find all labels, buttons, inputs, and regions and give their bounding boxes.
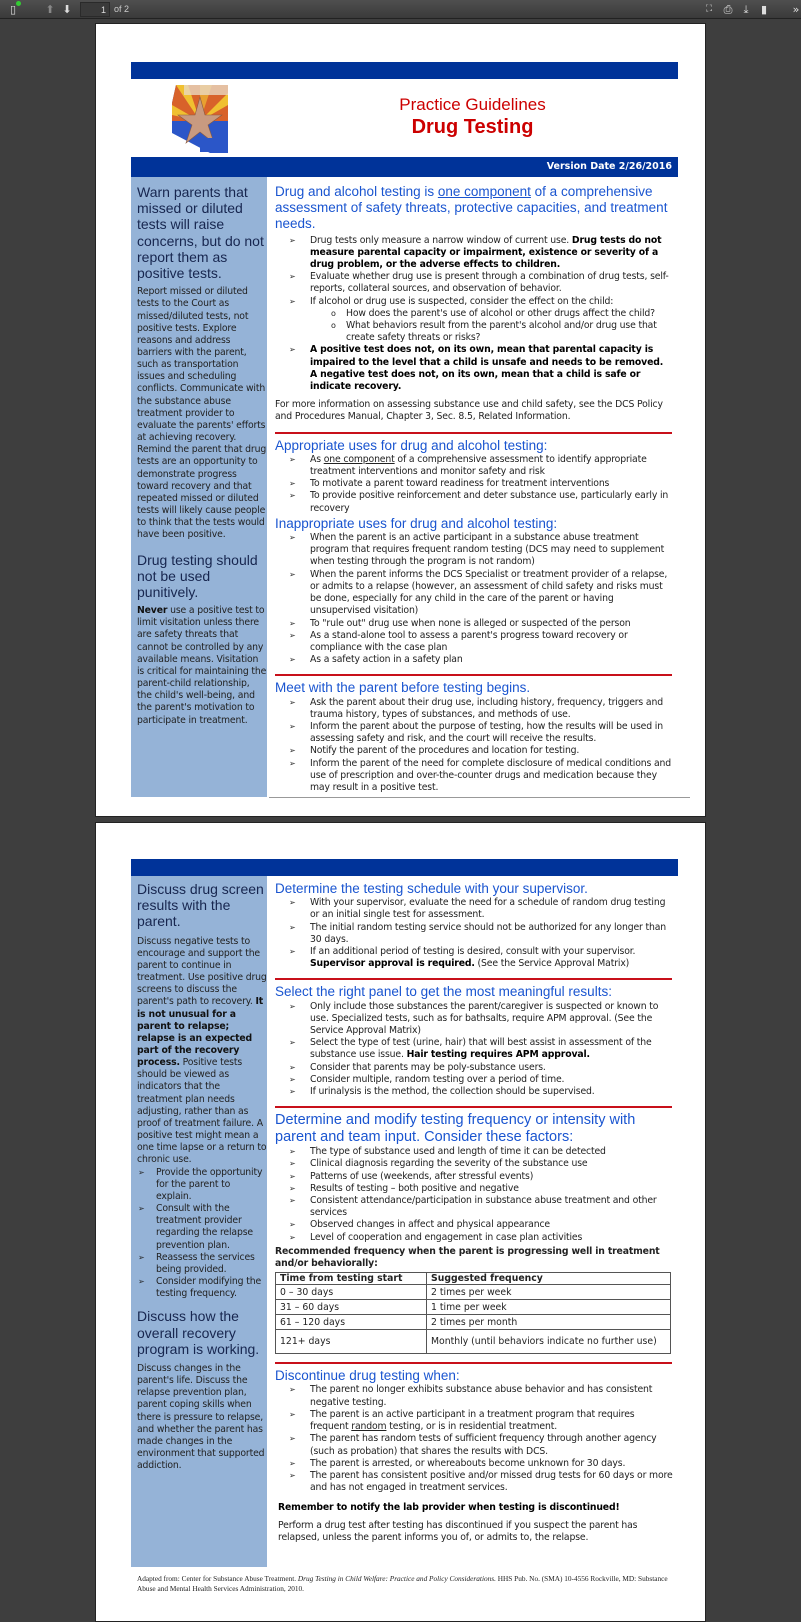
list-item: ➢ The parent has consistent positive and/or missed drug tests for 60 days or more and has not engaged in treatment services. bbox=[310, 1470, 673, 1494]
list-item: ➢ Clinical diagnosis regarding the severity of the substance use bbox=[310, 1158, 673, 1170]
list-item: ➢ The parent is arrested, or whereabouts become unknown for 30 days. bbox=[310, 1458, 673, 1470]
table-cell: 0 – 30 days bbox=[276, 1285, 427, 1300]
top-blue-band bbox=[131, 859, 678, 876]
sidebar-text: Report missed or diluted tests to the Court as missed/diluted tests, not positive tests. Explore reasons and address barriers with the parent, such as transportation issues and scheduling conflicts. Communicate with the substance abuse treatment provider to evaluate the parents' efforts at achieving recovery. Remind the parent that drug tests are an opportunity to demonstrate progress toward recovery and that repeated missed or diluted tests will likely cause people to think that the tests would have been positive. bbox=[137, 286, 267, 541]
list-item: ➢ As a safety action in a safety plan bbox=[310, 654, 673, 666]
list-item: ➢ When the parent informs the DCS Specialist or treatment provider of a relapse, or admits to a relapse (however, an assessment of child safety and risks must be done, especially for any child in the care of the parent or having unsupervised visitation) bbox=[310, 569, 673, 618]
sidebar-heading: Warn parents that missed or diluted tests will raise concerns, but do not report them as positive tests. bbox=[137, 184, 264, 282]
list-item: ➢ The parent no longer exhibits substance abuse behavior and has consistent negative testing. bbox=[310, 1384, 673, 1408]
list-item: ➢ Drug tests only measure a narrow window of current use. Drug tests do not measure parental capacity or impairment, existence or severity of a drug problem, or the adverse effects to children. bbox=[310, 235, 673, 272]
more-tools-icon[interactable]: » bbox=[792, 3, 800, 16]
table-cell: 61 – 120 days bbox=[276, 1315, 427, 1330]
main-bottom-line bbox=[269, 797, 690, 798]
sidebar-list-item: ➢ Provide the opportunity for the parent to explain. bbox=[156, 1167, 267, 1203]
sidebar-text-body: use a positive test to limit visitation unless there are safety threats that cannot be controlled by any available means. Visitation is critical for maintaining the parent-child relationship, the child's well-being, and the parent's motivation to participate in treatment. bbox=[137, 605, 267, 726]
print-icon[interactable]: ⎙ bbox=[723, 3, 733, 16]
section-heading: Inappropriate uses for drug and alcohol testing: bbox=[275, 515, 558, 531]
table-header: Time from testing start bbox=[276, 1273, 427, 1285]
more-info-text: For more information on assessing substance use and child safety, see the DCS Policy and Procedures Manual, Chapter 3, Sec. 8.5, Related Information. bbox=[275, 399, 663, 423]
list-item: ➢ If an additional period of testing is desired, consult with your supervisor. Supervisor approval is required. (See the Service Approval Matrix) bbox=[310, 946, 673, 970]
main-column-2 bbox=[275, 881, 673, 1544]
table-row bbox=[276, 1330, 671, 1354]
list-item: ➢ Evaluate whether drug use is present through a combination of drug tests, self-reports, collateral sources, and observation of behavior. bbox=[310, 271, 673, 295]
list-item: ➢ Level of cooperation and engagement in case plan activities bbox=[310, 1232, 673, 1244]
sidebar-heading: Discuss how the overall recovery program is working. bbox=[137, 1308, 260, 1357]
main-column-1 bbox=[275, 184, 673, 794]
sidebar-text bbox=[137, 605, 267, 727]
list-item: ➢ Consistent attendance/participation in substance abuse treatment and other services bbox=[310, 1195, 673, 1219]
page-count: of 2 bbox=[114, 4, 130, 14]
next-page-icon[interactable]: ⬇ bbox=[62, 3, 72, 16]
table-cell: 31 – 60 days bbox=[276, 1300, 427, 1315]
red-divider bbox=[275, 432, 672, 434]
version-date: Version Date 2/26/2016 bbox=[546, 161, 672, 172]
sidebar-text: Discuss negative tests to encourage and support the parent to continue in treatment. Use positive drug screens to discuss the parent's path to recovery. It is not unusual for a parent to relapse; relapse is an expected part of the recovery process. Positive tests should be viewed as indicators that the treatment plan needs adjusting, rather than as proof of treatment failure. A positive test might mean a one time lapse or a return to chronic use. bbox=[137, 935, 267, 1166]
download-icon[interactable]: ⤓ bbox=[743, 3, 749, 16]
previous-page-icon[interactable]: ⬆ bbox=[45, 3, 55, 16]
list-item: ➢ If urinalysis is the method, the collection should be supervised. bbox=[310, 1086, 673, 1098]
section-heading: Appropriate uses for drug and alcohol testing: bbox=[275, 437, 548, 453]
list-item: ➢ Results of testing – both positive and negative bbox=[310, 1183, 673, 1195]
list-item: ➢ The parent is an active participant in a treatment program that requires frequent random testing, or is in residential treatment. bbox=[310, 1409, 673, 1433]
top-blue-band bbox=[131, 62, 678, 79]
sidebar-list-item: ➢ Consult with the treatment provider regarding the relapse prevention plan. bbox=[156, 1203, 267, 1252]
dcs-arizona-logo bbox=[170, 83, 230, 154]
list-item: ➢ The type of substance used and length of time it can be detected bbox=[310, 1146, 673, 1158]
table-row bbox=[276, 1300, 671, 1315]
section-heading: Meet with the parent before testing begins. bbox=[275, 680, 531, 696]
table-cell: 1 time per week bbox=[427, 1300, 671, 1315]
one-component-link[interactable]: one component bbox=[437, 184, 531, 199]
section-heading: Determine the testing schedule with your supervisor. bbox=[275, 881, 588, 896]
sidebar-column-1 bbox=[137, 184, 267, 727]
list-item: ➢ The initial random testing service should not be authorized for any longer than 30 days. bbox=[310, 922, 673, 946]
list-item: ➢ If alcohol or drug use is suspected, consider the effect on the child: o How does the parent's use of alcohol or other drugs affect the child? o What behaviors result from the parent's alcohol and/or drug use that create safety threats or risks? bbox=[310, 296, 673, 345]
sidebar-text: Discuss changes in the parent's life. Discuss the relapse prevention plan, parent coping skills when there is pressure to relapse, and whether the parent has made changes in the environment that supported addiction. bbox=[137, 1362, 265, 1472]
table-header-row bbox=[276, 1273, 671, 1285]
perform-note: Perform a drug test after testing has discontinued if you suspect the parent has relapsed, unless the parent informs you of, or admits to, the relapse. bbox=[278, 1519, 638, 1543]
pdf-toolbar bbox=[0, 0, 801, 19]
sidebar-list-item: ➢ Reassess the services being provided. bbox=[156, 1252, 267, 1276]
section-heading: Select the right panel to get the most meaningful results: bbox=[275, 984, 612, 1000]
table-header: Suggested frequency bbox=[427, 1273, 671, 1285]
list-item: ➢ Observed changes in affect and physical appearance bbox=[310, 1219, 673, 1231]
sidebar-toggle-icon[interactable]: ▯ bbox=[7, 3, 19, 16]
table-row bbox=[276, 1315, 671, 1330]
section-heading: Discontinue drug testing when: bbox=[275, 1368, 460, 1384]
list-item: ➢ A positive test does not, on its own, mean that parental capacity is impaired to the level that a child is unsafe and needs to be removed. A negative test does not, on its own, mean that a child is safe or indicate recovery. bbox=[310, 344, 673, 393]
remember-note: Remember to notify the lab provider when testing is discontinued! bbox=[278, 1502, 620, 1514]
list-item: ➢ With your supervisor, evaluate the need for a schedule of random drug testing or an initial single test for assessment. bbox=[310, 897, 673, 921]
sub-item: o What behaviors result from the parent's alcohol and/or drug use that create safety threats or risks? bbox=[346, 320, 673, 344]
sidebar-column-2 bbox=[137, 881, 267, 1472]
sub-item: o How does the parent's use of alcohol or other drugs affect the child? bbox=[346, 308, 673, 320]
bookmark-icon[interactable]: ▮ bbox=[760, 3, 768, 16]
title-practice-guidelines: Practice Guidelines bbox=[399, 95, 546, 114]
list-item: ➢ Inform the parent of the need for complete disclosure of medical conditions and use of prescription and over-the-counter drugs and medication because they may result in a positive test. bbox=[310, 758, 673, 795]
heading-text: of a comprehensive assessment of safety threats, protective capacities, and treatment needs. bbox=[275, 184, 668, 232]
table-cell: 2 times per week bbox=[427, 1285, 671, 1300]
list-item: ➢ When the parent is an active participant in a substance abuse treatment program that requires frequent random testing (DCS may need to supplement when testing through the program is not random) bbox=[310, 532, 673, 569]
sidebar-heading: Discuss drug screen results with the parent. bbox=[137, 881, 264, 930]
list-item: ➢ Notify the parent of the procedures and location for testing. bbox=[310, 745, 673, 757]
red-divider bbox=[275, 1362, 672, 1364]
footnote: Adapted from: Center for Substance Abuse Treatment. Drug Testing in Child Welfare: Practice and Policy Considerations. HHS Pub. No. (SMA) 10-4556 Rockville, MD: Substance Abuse and Mental Health Services Administration, 2010. bbox=[137, 1574, 668, 1593]
list-item: ➢ Only include those substances the parent/caregiver is suspected or known to use. Specialized tests, such as for bathsalts, require APM approval. (See the Service Approval Matrix) bbox=[310, 1001, 673, 1038]
heading-text: Drug and alcohol testing is bbox=[275, 184, 438, 199]
list-item: ➢ To provide positive reinforcement and deter substance use, particularly early in recovery bbox=[310, 490, 673, 514]
title-drug-testing: Drug Testing bbox=[411, 116, 534, 138]
table-cell: Monthly (until behaviors indicate no further use) bbox=[427, 1330, 671, 1354]
list-item: ➢ To motivate a parent toward readiness for treatment interventions bbox=[310, 478, 673, 490]
page-number-input[interactable] bbox=[80, 2, 110, 17]
red-divider bbox=[275, 1106, 672, 1108]
list-item: ➢ Ask the parent about their drug use, including history, frequency, triggers and trauma history, types of substances, and methods of use. bbox=[310, 697, 673, 721]
table-cell: 121+ days bbox=[276, 1330, 427, 1354]
table-cell: 2 times per month bbox=[427, 1315, 671, 1330]
list-item: ➢ The parent has random tests of sufficient frequency through another agency (such as probation) that shares the results with DCS. bbox=[310, 1433, 673, 1457]
section-heading: Determine and modify testing frequency or intensity with parent and team input. Consider these factors: bbox=[275, 1112, 636, 1146]
list-item: ➢ Select the type of test (urine, hair) that will best assist in assessment of the substance use issue. Hair testing requires APM approval. bbox=[310, 1037, 673, 1061]
never-label: Never bbox=[137, 605, 168, 617]
red-divider bbox=[275, 978, 672, 980]
section-heading bbox=[275, 184, 673, 233]
list-item: ➢ Consider that parents may be poly-substance users. bbox=[310, 1062, 673, 1074]
table-row bbox=[276, 1285, 671, 1300]
sidebar-heading: Drug testing should not be used punitively. bbox=[137, 551, 258, 600]
red-divider bbox=[275, 674, 672, 676]
list-item: ➢ Inform the parent about the purpose of testing, how the results will be used in assessing safety and risk, and the court will receive the results. bbox=[310, 721, 673, 745]
list-item: ➢ Patterns of use (weekends, after stressful events) bbox=[310, 1171, 673, 1183]
list-item: ➢ As a stand-alone tool to assess a parent's progress toward recovery or compliance with the case plan bbox=[310, 630, 673, 654]
fullscreen-icon[interactable]: ⛶ bbox=[705, 4, 713, 14]
frequency-table bbox=[275, 1272, 671, 1354]
list-item: ➢ Consider multiple, random testing over a period of time. bbox=[310, 1074, 673, 1086]
list-item: ➢ As one component of a comprehensive assessment to identify appropriate treatment interventions and monitor safety and risk bbox=[310, 454, 673, 478]
table-intro: Recommended frequency when the parent is progressing well in treatment and/or behaviorally: bbox=[275, 1245, 660, 1270]
sidebar-list-item: ➢ Consider modifying the testing frequency. bbox=[156, 1276, 267, 1300]
list-item: ➢ To "rule out" drug use when none is alleged or suspected of the person bbox=[310, 618, 673, 630]
